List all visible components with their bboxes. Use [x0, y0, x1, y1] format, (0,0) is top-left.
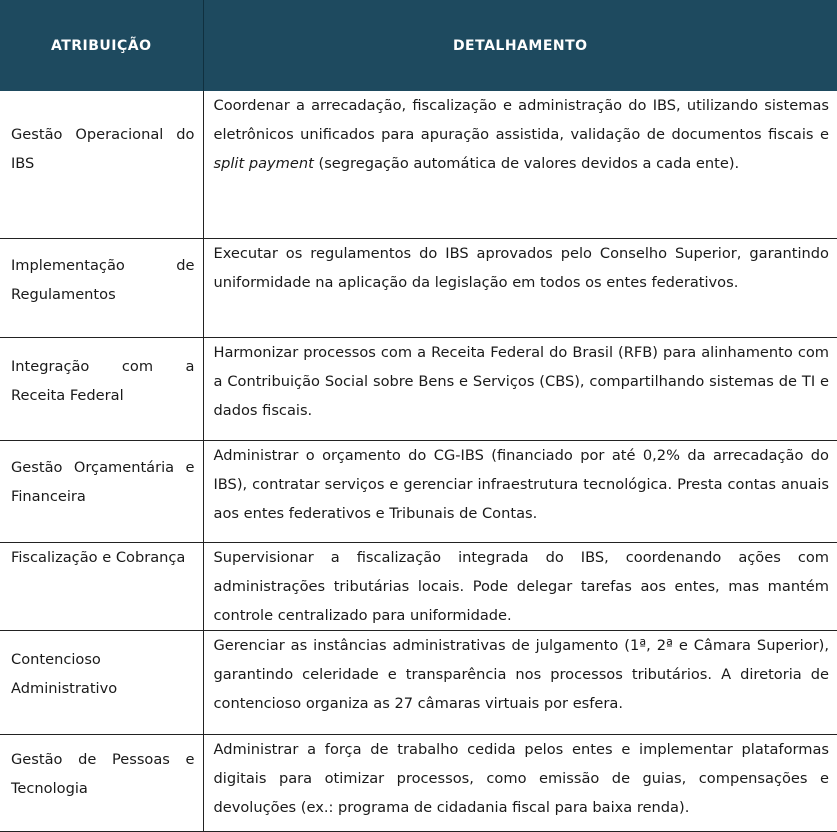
attribution-cell: Gestão Operacional do IBS [0, 91, 203, 239]
attribution-cell: Contencioso Administrativo [0, 631, 203, 735]
table-row [0, 735, 837, 832]
table-row [0, 338, 837, 441]
attribution-cell: Gestão de Pessoas e Tecnologia [0, 735, 203, 832]
attribution-cell: Fiscalização e Cobrança [0, 543, 203, 631]
header-attribution: ATRIBUIÇÃO [0, 0, 203, 91]
attribution-cell: Gestão Orçamentária e Financeira [0, 441, 203, 543]
table-row [0, 91, 837, 239]
attribution-cell: Integração com a Receita Federal [0, 338, 203, 441]
details-italic-term: split payment [213, 155, 314, 172]
details-cell [203, 91, 837, 239]
table-row [0, 239, 837, 338]
details-text: Coordenar a arrecadação, fiscalização e administração do IBS, utilizando sistemas eletrônicos unificados para apuração assistida, validação de documentos fiscais e [213, 97, 829, 143]
table-row [0, 441, 837, 543]
details-cell: Harmonizar processos com a Receita Federal do Brasil (RFB) para alinhamento com a Contribuição Social sobre Bens e Serviços (CBS), compartilhando sistemas de TI e dados fiscais. [203, 338, 837, 441]
details-cell: Administrar o orçamento do CG-IBS (financiado por até 0,2% da arrecadação do IBS), contratar serviços e gerenciar infraestrutura tecnológica. Presta contas anuais aos entes federativos e Tribunais de Contas. [203, 441, 837, 543]
details-text: (segregação automática de valores devidos a cada ente). [313, 155, 740, 172]
attribution-cell: Implementação de Regulamentos [0, 239, 203, 338]
header-details: DETALHAMENTO [203, 0, 837, 91]
details-cell: Supervisionar a fiscalização integrada do IBS, coordenando ações com administrações tributárias locais. Pode delegar tarefas aos entes, mas mantém controle centralizado para uniformidade. [203, 543, 837, 631]
table-row [0, 543, 837, 631]
table-row [0, 631, 837, 735]
details-cell: Administrar a força de trabalho cedida pelos entes e implementar plataformas digitais para otimizar processos, como emissão de guias, compensações e devoluções (ex.: programa de cidadania fiscal para baixa renda). [203, 735, 837, 832]
details-cell: Gerenciar as instâncias administrativas de julgamento (1ª, 2ª e Câmara Superior), garantindo celeridade e transparência nos processos tributários. A diretoria de contencioso organiza as 27 câmaras virtuais por esfera. [203, 631, 837, 735]
table-header [0, 0, 837, 91]
details-cell: Executar os regulamentos do IBS aprovados pelo Conselho Superior, garantindo uniformidade na aplicação da legislação em todos os entes federativos. [203, 239, 837, 338]
